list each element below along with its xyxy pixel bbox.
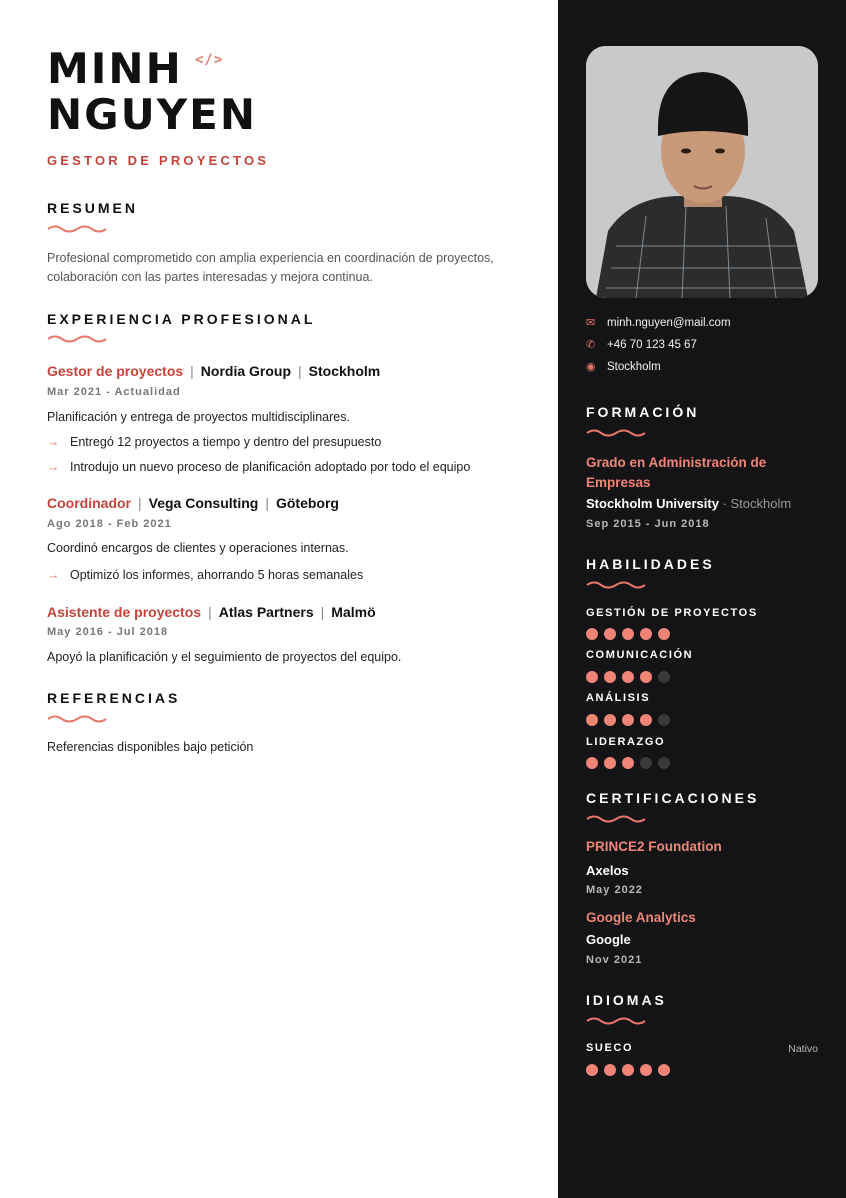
arrow-right-icon: → [47, 435, 60, 449]
job-description: Planificación y entrega de proyectos multidisciplinares. [47, 410, 350, 424]
arrow-right-icon: → [47, 460, 60, 474]
summary-text: Profesional comprometido con amplia experiencia en coordinación de proyectos, colaboración con las partes interesadas y mejora continua. [47, 251, 494, 284]
references-heading: REFERENCIAS [47, 690, 181, 706]
certification-name: PRINCE2 Foundation [586, 839, 722, 854]
location-pin-icon: ◉ [586, 361, 596, 373]
squiggle-divider-icon [47, 334, 107, 344]
certifications-heading: CERTIFICACIONES [586, 790, 760, 806]
education-degree: Grado en Administración de Empresas [586, 455, 767, 490]
squiggle-divider-icon [586, 814, 646, 824]
rating-dot-filled [604, 1064, 616, 1076]
rating-dot-filled [586, 714, 598, 726]
rating-dot-filled [658, 1064, 670, 1076]
job-dates: Ago 2018 - Feb 2021 [47, 518, 172, 530]
arrow-right-icon: → [47, 568, 60, 582]
rating-dot-filled [604, 671, 616, 683]
separator: | [208, 604, 212, 620]
rating-dot-filled [604, 628, 616, 640]
rating-dot-empty [658, 671, 670, 683]
contact-phone[interactable] [586, 338, 697, 351]
certification-issuer: Google [586, 932, 631, 947]
job-dates: May 2016 - Jul 2018 [47, 626, 169, 638]
skill-name: ANÁLISIS [586, 692, 651, 704]
last-name: NGUYEN [47, 90, 257, 139]
person-portrait-icon [586, 46, 818, 298]
job-bullet [47, 568, 363, 582]
bullet-text: Introdujo un nuevo proceso de planificación adoptado por todo el equipo [70, 460, 471, 474]
certification-date: May 2022 [586, 884, 643, 896]
institution-location: · Stockholm [718, 496, 792, 511]
rating-dot-empty [640, 757, 652, 769]
code-icon: </> [195, 52, 224, 68]
contact-location [586, 360, 661, 373]
job-role: Asistente de proyectos [47, 604, 202, 620]
profile-photo [586, 46, 818, 298]
phone-text: +46 70 123 45 67 [607, 339, 697, 351]
rating-dot-filled [604, 757, 616, 769]
rating-dot-filled [622, 1064, 634, 1076]
rating-dot-filled [604, 714, 616, 726]
bullet-text: Entregó 12 proyectos a tiempo y dentro del presupuesto [70, 435, 382, 449]
certification-issuer: Axelos [586, 863, 629, 878]
job-bullet [47, 460, 470, 474]
job-entry-1-header [47, 363, 380, 379]
job-description: Apoyó la planificación y el seguimiento de proyectos del equipo. [47, 650, 402, 664]
job-role: Gestor de proyectos [47, 363, 184, 379]
languages-heading: IDIOMAS [586, 992, 667, 1008]
job-city: Göteborg [275, 495, 339, 511]
rating-dot-filled [640, 714, 652, 726]
squiggle-divider-icon [586, 1016, 646, 1026]
rating-dot-filled [622, 628, 634, 640]
education-dates: Sep 2015 - Jun 2018 [586, 518, 710, 530]
job-title: GESTOR DE PROYECTOS [47, 153, 270, 168]
separator: | [265, 495, 269, 511]
rating-dot-filled [586, 1064, 598, 1076]
separator: | [298, 363, 302, 379]
education-institution [586, 496, 791, 511]
rating-dot-filled [622, 757, 634, 769]
summary-heading: RESUMEN [47, 200, 139, 216]
separator: | [320, 604, 325, 620]
job-city: Stockholm [308, 363, 381, 379]
skill-name: GESTIÓN DE PROYECTOS [586, 607, 758, 619]
skill-rating [586, 670, 676, 682]
mail-icon: ✉ [586, 317, 596, 329]
rating-dot-filled [658, 628, 670, 640]
education-heading: FORMACIÓN [586, 404, 700, 420]
first-name: MINH [47, 44, 183, 93]
skill-rating [586, 627, 676, 639]
job-company: Nordia Group [200, 363, 292, 379]
job-description: Coordinó encargos de clientes y operaciones internas. [47, 541, 349, 555]
references-text: Referencias disponibles bajo petición [47, 740, 254, 754]
rating-dot-empty [658, 714, 670, 726]
job-company: Atlas Partners [218, 604, 314, 620]
skill-name: COMUNICACIÓN [586, 649, 694, 661]
squiggle-divider-icon [586, 580, 646, 590]
experience-heading: EXPERIENCIA PROFESIONAL [47, 311, 316, 327]
certification-name: Google Analytics [586, 910, 696, 925]
squiggle-divider-icon [586, 428, 646, 438]
rating-dot-filled [586, 757, 598, 769]
separator: | [138, 495, 142, 511]
job-bullet [47, 435, 381, 449]
skills-heading: HABILIDADES [586, 556, 715, 572]
certification-date: Nov 2021 [586, 954, 643, 966]
rating-dot-filled [622, 671, 634, 683]
location-text: Stockholm [607, 361, 661, 373]
bullet-text: Optimizó los informes, ahorrando 5 horas semanales [70, 568, 364, 582]
language-level: Nativo [788, 1043, 818, 1055]
squiggle-divider-icon [47, 714, 107, 724]
job-entry-2-header [47, 495, 339, 511]
rating-dot-filled [622, 714, 634, 726]
squiggle-divider-icon [47, 224, 107, 234]
job-dates: Mar 2021 - Actualidad [47, 386, 181, 398]
rating-dot-filled [640, 671, 652, 683]
phone-icon: ✆ [586, 339, 596, 351]
language-name: SUECO [586, 1042, 634, 1054]
rating-dot-filled [640, 628, 652, 640]
job-role: Coordinador [47, 495, 131, 511]
rating-dot-empty [658, 757, 670, 769]
separator: | [190, 363, 194, 379]
rating-dot-filled [640, 1064, 652, 1076]
job-entry-3-header [47, 604, 376, 620]
name-block [47, 46, 257, 138]
rating-dot-filled [586, 671, 598, 683]
job-city: Malmö [331, 604, 376, 620]
job-company: Vega Consulting [148, 495, 259, 511]
rating-dot-filled [586, 628, 598, 640]
skill-rating [586, 756, 676, 768]
institution-name: Stockholm University [586, 496, 719, 511]
skill-name: LIDERAZGO [586, 736, 666, 748]
contact-email[interactable] [586, 316, 731, 329]
email-text: minh.nguyen@mail.com [607, 317, 731, 329]
language-rating [586, 1063, 676, 1075]
skill-rating [586, 713, 676, 725]
